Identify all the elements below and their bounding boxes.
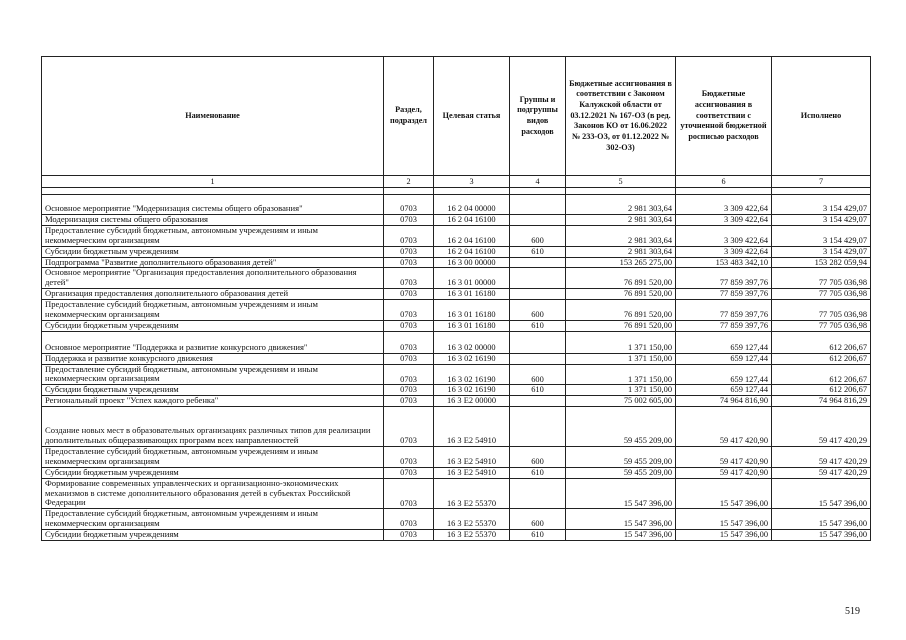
row-group [510,257,566,268]
row-section: 0703 [384,225,434,246]
header-row [42,57,871,176]
row-executed-amount: 612 206,67 [772,353,871,364]
row-name: Субсидии бюджетным учреждениям [42,467,384,478]
row-executed-amount: 15 547 396,00 [772,478,871,509]
table-row [42,509,871,530]
row-name: Модернизация системы общего образования [42,215,384,226]
table-row [42,257,871,268]
spacer-cell [676,188,772,195]
row-law-amount: 1 371 150,00 [566,331,676,353]
row-section: 0703 [384,530,434,541]
row-section: 0703 [384,300,434,321]
header-target: Целевая статья [434,57,510,176]
row-refined-amount: 77 859 397,76 [676,289,772,300]
row-refined-amount: 59 417 420,90 [676,407,772,447]
table-row [42,246,871,257]
row-refined-amount: 74 964 816,90 [676,396,772,407]
spacer-cell [384,188,434,195]
column-number: 5 [566,176,676,188]
row-name: Предоставление субсидий бюджетным, автономным учреждениям и иным некоммерческим организациям [42,509,384,530]
row-refined-amount: 153 483 342,10 [676,257,772,268]
row-target: 16 3 E2 55370 [434,478,510,509]
row-executed-amount: 3 154 429,07 [772,246,871,257]
row-group: 600 [510,300,566,321]
row-group: 610 [510,385,566,396]
row-name: Предоставление субсидий бюджетным, автономным учреждениям и иным некоммерческим организациям [42,364,384,385]
row-section: 0703 [384,407,434,447]
table-row [42,396,871,407]
row-executed-amount: 77 705 036,98 [772,268,871,289]
spacer-cell [772,188,871,195]
row-target: 16 2 04 16100 [434,225,510,246]
row-law-amount: 15 547 396,00 [566,478,676,509]
row-law-amount: 153 265 275,00 [566,257,676,268]
table-body [42,188,871,541]
row-target: 16 2 04 00000 [434,195,510,215]
row-group: 610 [510,320,566,331]
table-row [42,447,871,468]
row-executed-amount: 77 705 036,98 [772,300,871,321]
row-law-amount: 15 547 396,00 [566,509,676,530]
table-row [42,268,871,289]
row-group [510,407,566,447]
table-row [42,289,871,300]
row-name: Субсидии бюджетным учреждениям [42,320,384,331]
row-target: 16 3 E2 55370 [434,530,510,541]
table-row [42,385,871,396]
row-law-amount: 1 371 150,00 [566,364,676,385]
row-law-amount: 76 891 520,00 [566,300,676,321]
header-name: Наименование [42,57,384,176]
row-law-amount: 59 455 209,00 [566,407,676,447]
row-group: 610 [510,467,566,478]
row-section: 0703 [384,364,434,385]
row-target: 16 3 02 16190 [434,353,510,364]
row-executed-amount: 59 417 420,29 [772,447,871,468]
row-law-amount: 2 981 303,64 [566,215,676,226]
row-target: 16 3 02 16190 [434,364,510,385]
row-executed-amount: 612 206,67 [772,331,871,353]
row-executed-amount: 612 206,67 [772,364,871,385]
column-number: 3 [434,176,510,188]
header-executed: Исполнено [772,57,871,176]
row-refined-amount: 659 127,44 [676,364,772,385]
row-name: Региональный проект "Успех каждого ребенка" [42,396,384,407]
row-group [510,331,566,353]
row-target: 16 3 E2 54910 [434,447,510,468]
row-group: 610 [510,246,566,257]
row-refined-amount: 3 309 422,64 [676,195,772,215]
column-number: 4 [510,176,566,188]
row-executed-amount: 3 154 429,07 [772,225,871,246]
table-row [42,320,871,331]
row-section: 0703 [384,320,434,331]
row-executed-amount: 3 154 429,07 [772,195,871,215]
row-target: 16 2 04 16100 [434,246,510,257]
row-group [510,289,566,300]
table-row [42,530,871,541]
row-section: 0703 [384,257,434,268]
page-number: 519 [845,606,860,617]
row-name: Основное мероприятие "Поддержка и развитие конкурсного движения" [42,331,384,353]
row-refined-amount: 15 547 396,00 [676,509,772,530]
row-refined-amount: 15 547 396,00 [676,530,772,541]
row-name: Поддержка и развитие конкурсного движения [42,353,384,364]
row-group: 600 [510,509,566,530]
row-group [510,268,566,289]
row-section: 0703 [384,385,434,396]
row-name: Создание новых мест в образовательных организациях различных типов для реализации дополнительных общеразвивающих программ всех направленностей [42,407,384,447]
row-name: Предоставление субсидий бюджетным, автономным учреждениям и иным некоммерческим организациям [42,300,384,321]
row-target: 16 3 E2 00000 [434,396,510,407]
row-name: Субсидии бюджетным учреждениям [42,246,384,257]
row-refined-amount: 3 309 422,64 [676,225,772,246]
table-row [42,467,871,478]
row-target: 16 3 01 16180 [434,300,510,321]
spacer-cell [566,188,676,195]
row-target: 16 3 01 00000 [434,268,510,289]
budget-table [41,56,871,541]
row-target: 16 2 04 16100 [434,215,510,226]
table-row [42,300,871,321]
row-section: 0703 [384,447,434,468]
row-target: 16 3 E2 54910 [434,467,510,478]
table-row [42,478,871,509]
row-name: Субсидии бюджетным учреждениям [42,385,384,396]
row-executed-amount: 77 705 036,98 [772,289,871,300]
row-executed-amount: 3 154 429,07 [772,215,871,226]
header-groups: Группы и подгруппы видов расходов [510,57,566,176]
spacer-cell [42,188,384,195]
row-law-amount: 76 891 520,00 [566,289,676,300]
row-refined-amount: 3 309 422,64 [676,246,772,257]
row-law-amount: 75 002 605,00 [566,396,676,407]
row-law-amount: 59 455 209,00 [566,467,676,478]
row-group: 600 [510,447,566,468]
row-executed-amount: 153 282 059,94 [772,257,871,268]
row-name: Подпрограмма "Развитие дополнительного образования детей" [42,257,384,268]
row-section: 0703 [384,246,434,257]
row-law-amount: 2 981 303,64 [566,246,676,257]
row-refined-amount: 77 859 397,76 [676,320,772,331]
row-target: 16 3 01 16180 [434,289,510,300]
row-refined-amount: 77 859 397,76 [676,300,772,321]
row-law-amount: 76 891 520,00 [566,320,676,331]
row-name: Основное мероприятие "Организация предоставления дополнительного образования детей" [42,268,384,289]
row-group: 610 [510,530,566,541]
row-section: 0703 [384,509,434,530]
table-row [42,195,871,215]
spacer-cell [510,188,566,195]
row-section: 0703 [384,396,434,407]
row-group: 600 [510,225,566,246]
spacer-cell [434,188,510,195]
row-refined-amount: 659 127,44 [676,353,772,364]
row-section: 0703 [384,467,434,478]
row-name: Предоставление субсидий бюджетным, автономным учреждениям и иным некоммерческим организациям [42,225,384,246]
row-section: 0703 [384,331,434,353]
row-law-amount: 2 981 303,64 [566,225,676,246]
row-law-amount: 1 371 150,00 [566,385,676,396]
row-law-amount: 2 981 303,64 [566,195,676,215]
row-refined-amount: 659 127,44 [676,385,772,396]
table-row [42,225,871,246]
row-executed-amount: 15 547 396,00 [772,509,871,530]
row-name: Предоставление субсидий бюджетным, автономным учреждениям и иным некоммерческим организациям [42,447,384,468]
row-executed-amount: 74 964 816,29 [772,396,871,407]
row-section: 0703 [384,215,434,226]
row-section: 0703 [384,268,434,289]
row-target: 16 3 E2 55370 [434,509,510,530]
row-refined-amount: 15 547 396,00 [676,478,772,509]
row-target: 16 3 02 16190 [434,385,510,396]
row-section: 0703 [384,195,434,215]
row-name: Организация предоставления дополнительного образования детей [42,289,384,300]
row-law-amount: 1 371 150,00 [566,353,676,364]
row-executed-amount: 59 417 420,29 [772,467,871,478]
row-target: 16 3 01 16180 [434,320,510,331]
row-executed-amount: 612 206,67 [772,385,871,396]
row-refined-amount: 77 859 397,76 [676,268,772,289]
row-group [510,478,566,509]
table-row [42,407,871,447]
header-refined-allocations: Бюджетные ассигнования в соответствии с уточненной бюджетной росписью расходов [676,57,772,176]
row-target: 16 3 E2 54910 [434,407,510,447]
row-executed-amount: 15 547 396,00 [772,530,871,541]
row-name: Основное мероприятие "Модернизация системы общего образования" [42,195,384,215]
row-section: 0703 [384,353,434,364]
column-number: 1 [42,176,384,188]
column-number: 7 [772,176,871,188]
row-section: 0703 [384,289,434,300]
row-section: 0703 [384,478,434,509]
row-law-amount: 59 455 209,00 [566,447,676,468]
row-law-amount: 15 547 396,00 [566,530,676,541]
table-row [42,364,871,385]
column-number: 2 [384,176,434,188]
spacer-row [42,188,871,195]
row-target: 16 3 00 00000 [434,257,510,268]
row-name: Формирование современных управленческих и организационно-экономических механизмов в системе дополнительного образования детей в субъектах Российской Федерации [42,478,384,509]
table-row [42,331,871,353]
row-law-amount: 76 891 520,00 [566,268,676,289]
column-number: 6 [676,176,772,188]
row-executed-amount: 77 705 036,98 [772,320,871,331]
header-law-allocations: Бюджетные ассигнования в соответствии с Законом Калужской области от 03.12.2021 № 167-ОЗ (в ред. Законов КО от 16.06.2022 № 233-ОЗ, от 01.12.2022 № 302-ОЗ) [566,57,676,176]
row-refined-amount: 59 417 420,90 [676,467,772,478]
row-executed-amount: 59 417 420,29 [772,407,871,447]
row-group [510,353,566,364]
header-section: Раздел, подраздел [384,57,434,176]
row-refined-amount: 3 309 422,64 [676,215,772,226]
row-group [510,215,566,226]
column-number-row [42,176,871,188]
row-refined-amount: 59 417 420,90 [676,447,772,468]
row-refined-amount: 659 127,44 [676,331,772,353]
row-group [510,396,566,407]
row-group [510,195,566,215]
table-row [42,215,871,226]
row-name: Субсидии бюджетным учреждениям [42,530,384,541]
row-target: 16 3 02 00000 [434,331,510,353]
table-row [42,353,871,364]
row-group: 600 [510,364,566,385]
